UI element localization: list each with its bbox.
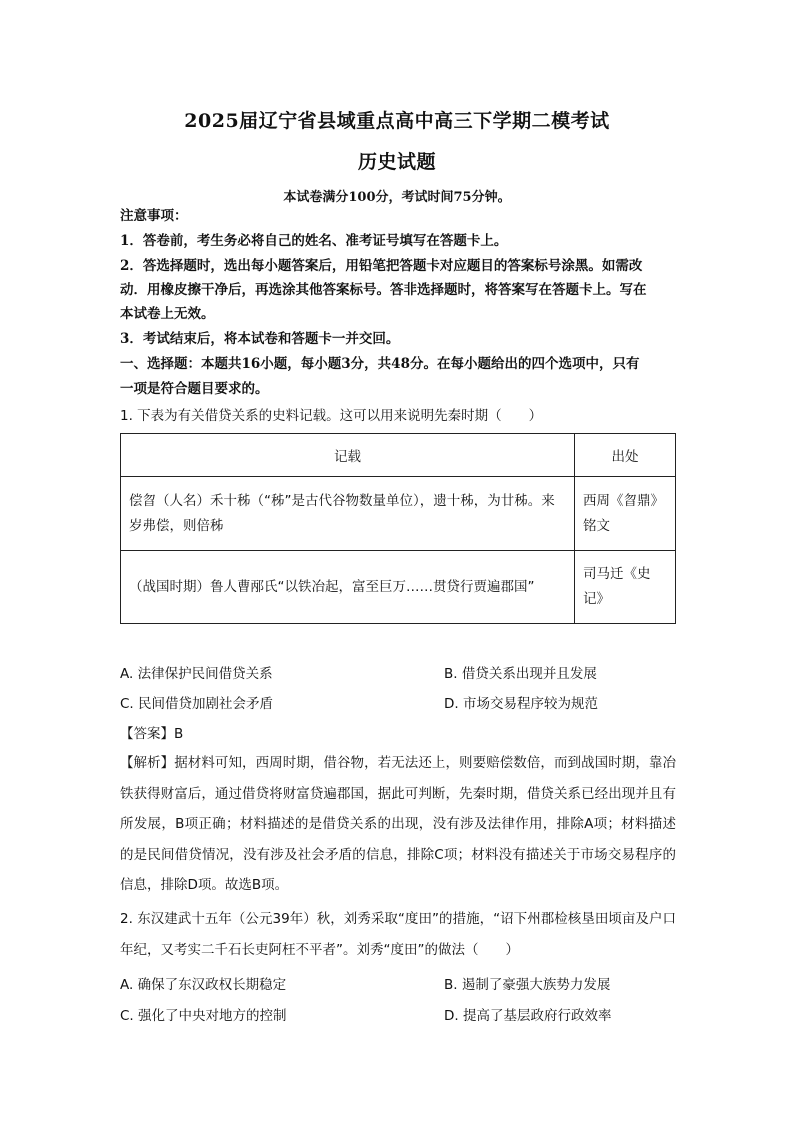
q2-stem: 2. 东汉建武十五年（公元39年）秋，刘秀采取“度田”的措施，“诏下州郡检核垦田顷亩及户口年纪，又考实二千石长吏阿枉不平者”。刘秀“度田”的做法（ ）: [120, 911, 676, 958]
table-row: [121, 477, 676, 551]
q2-option-b: B. 遏制了豪强大族势力发展: [444, 977, 611, 993]
analysis-text: 据材料可知，西周时期，借谷物，若无法还上，则要赔偿数倍，而到战国时期，靠冶铁获得财富后，通过借贷将财富贷遍郡国，据此可判断，先秦时期，借贷关系已经出现并且有所发展，B项正确；材料描述的是借贷关系的出现，没有涉及法律作用，排除A项；材料描述的是民间借贷情况，没有涉及社会矛盾的信息，排除C项；材料没有描述关于市场交易程序的信息，排除D项。故选B项。: [120, 755, 676, 893]
table-cell-record: 偿曶（人名）禾十秭（“秭”是古代谷物数量单位），遗十秭，为廿秭。来岁弗偿，则倍秭: [121, 477, 575, 551]
q1-option-d: D. 市场交易程序较为规范: [444, 696, 598, 712]
q1-stem: 1. 下表为有关借贷关系的史料记载。这可以用来说明先秦时期（ ）: [120, 408, 543, 424]
table-cell-source: 西周《曶鼎》铭文: [575, 477, 676, 551]
table-cell-source: 司马迁《史记》: [575, 551, 676, 624]
exam-subject: 历史试题: [357, 151, 436, 173]
q2-option-c: C. 强化了中央对地方的控制: [120, 1008, 287, 1024]
q2-option-d: D. 提高了基层政府行政效率: [444, 1008, 612, 1024]
analysis-label: 【解析】: [120, 755, 175, 771]
section-heading-line-2: 一项是符合题目要求的。: [120, 381, 269, 397]
table-header-row: [121, 434, 676, 477]
notes-heading: 注意事项：: [120, 208, 188, 224]
note-2-line-3: 本试卷上无效。: [120, 306, 215, 322]
q1-answer: 【答案】B: [120, 726, 184, 742]
table-header-source: 出处: [575, 434, 676, 477]
q1-analysis: [120, 748, 676, 901]
q2-option-a: A. 确保了东汉政权长期稳定: [120, 977, 287, 993]
note-3: 3．考试结束后，将本试卷和答题卡一并交回。: [120, 331, 400, 347]
q1-source-table: [120, 433, 676, 624]
exam-info: 本试卷满分100分，考试时间75分钟。: [283, 190, 511, 205]
note-1: 1．答卷前，考生务必将自己的姓名、准考证号填写在答题卡上。: [120, 233, 508, 249]
table-cell-record: （战国时期）鲁人曹邴氏“以铁冶起，富至巨万……贯贷行贾遍郡国”: [121, 551, 575, 624]
note-2-line-1: 2．答选择题时，选出每小题答案后，用铅笔把答题卡对应题目的答案标号涂黑。如需改: [120, 258, 643, 274]
section-heading-line-1: 一、选择题：本题共16小题，每小题3分，共48分。在每小题给出的四个选项中，只有: [120, 356, 640, 372]
q1-option-b: B. 借贷关系出现并且发展: [444, 666, 597, 682]
table-row: [121, 551, 676, 624]
q1-option-a: A. 法律保护民间借贷关系: [120, 666, 273, 682]
note-2-line-2: 动．用橡皮擦干净后，再选涂其他答案标号。答非选择题时，将答案写在答题卡上。写在: [120, 282, 647, 298]
exam-title: 2025届辽宁省县域重点高中高三下学期二模考试: [184, 110, 610, 132]
table-header-record: 记载: [121, 434, 575, 477]
q1-option-c: C. 民间借贷加剧社会矛盾: [120, 696, 274, 712]
